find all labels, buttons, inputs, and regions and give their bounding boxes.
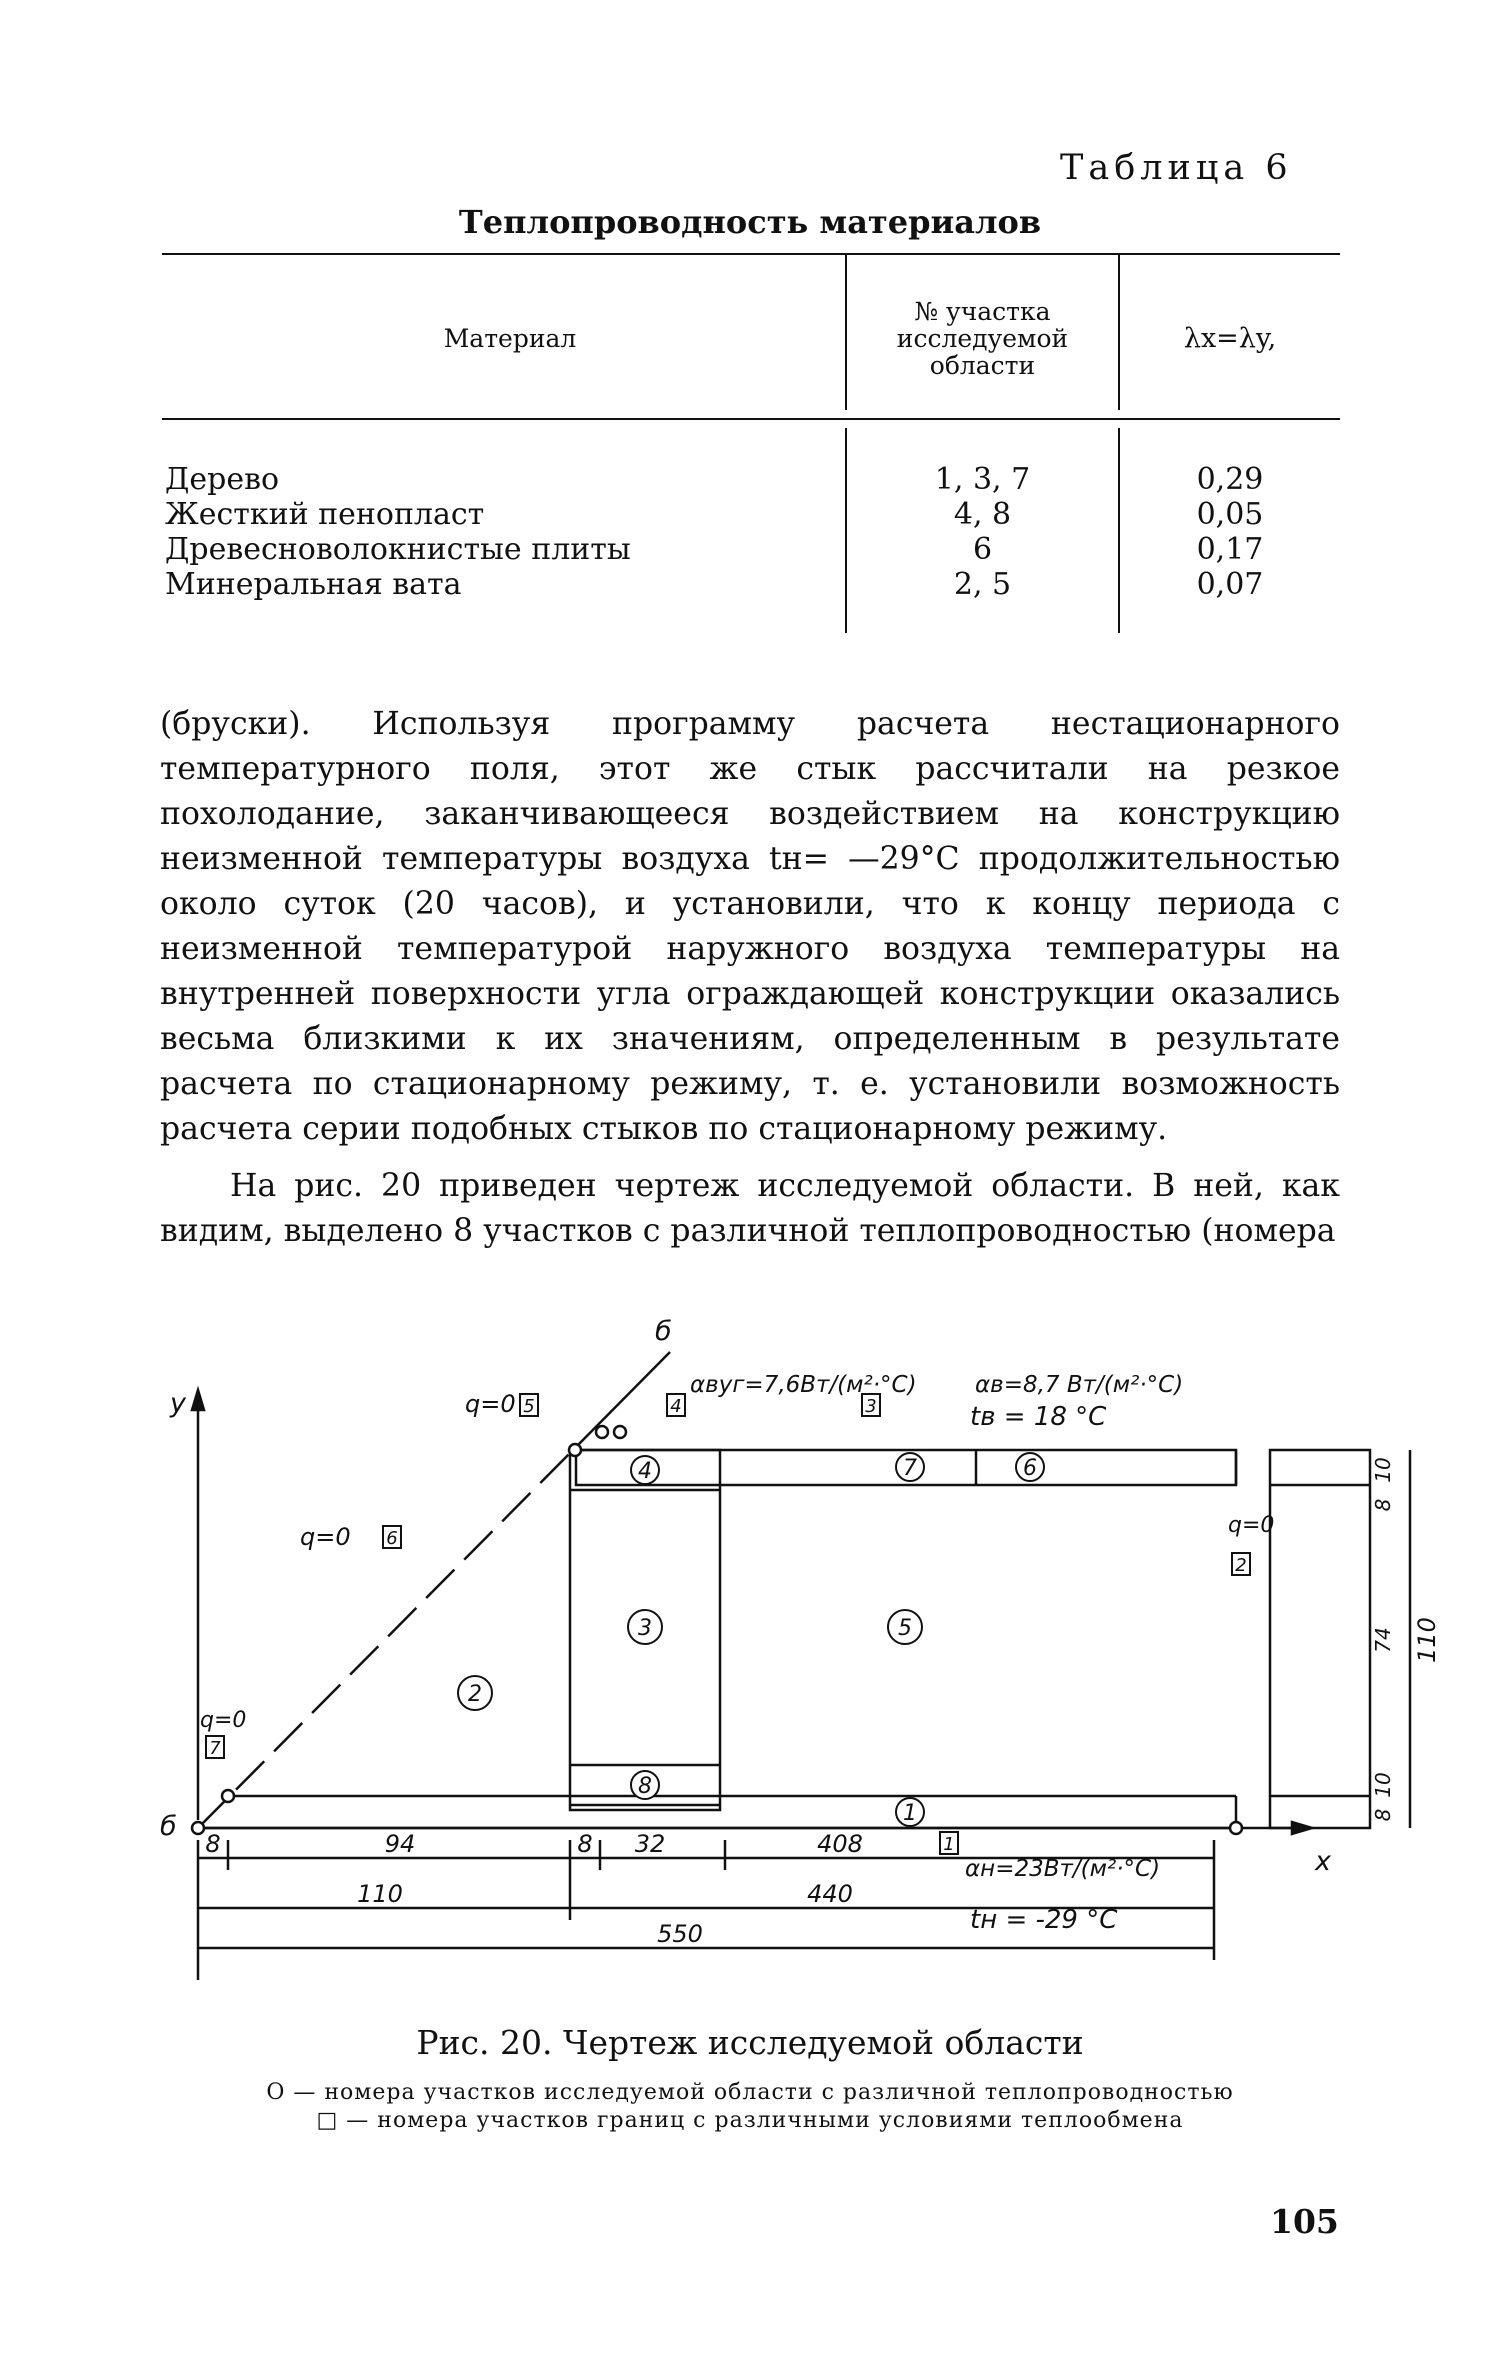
alpha-n-label: αн=23Вт/(м²·°С)	[965, 1856, 1161, 1882]
region-label: 3	[638, 1616, 652, 1641]
table-cell-value: 0,29	[1196, 462, 1264, 497]
table-top-rule	[162, 253, 1340, 255]
table-cell-sections: 4, 8	[953, 497, 1012, 532]
boundary-label: 7	[209, 1738, 221, 1759]
q0-label: q=0	[465, 1390, 516, 1418]
legend-circle: О — номера участков исследуемой области с различной теплопроводностью	[266, 2080, 1234, 2105]
dim-label: 10	[1371, 1772, 1395, 1798]
table-header-section: № участка исследуемой области	[896, 297, 1069, 380]
region-label: 2	[468, 1682, 482, 1707]
region-label: 6	[1023, 1456, 1037, 1481]
table-header-rule	[162, 418, 1340, 420]
boundary-label: 6	[386, 1528, 398, 1549]
figure-caption: Рис. 20. Чертеж исследуемой области	[416, 2023, 1084, 2062]
t-v-label: tв = 18 °С	[970, 1402, 1107, 1432]
q0-label: q=0	[1228, 1513, 1275, 1538]
q0-label: q=0	[300, 1523, 351, 1551]
region-label: 1	[903, 1801, 917, 1826]
boundary-label: 3	[865, 1396, 877, 1417]
table-header-lambda: λx=λy,	[1183, 323, 1277, 354]
boundary-label: 1	[943, 1834, 955, 1855]
q0-label: q=0	[200, 1708, 247, 1733]
axis-y-label: y	[170, 1388, 186, 1419]
dim-label: 8	[205, 1830, 221, 1858]
table-cell-sections: 6	[972, 532, 993, 567]
boundary-label: 2	[1235, 1555, 1247, 1576]
region-label: 5	[898, 1616, 912, 1641]
region-label: 4	[638, 1459, 652, 1484]
page-number: 105	[1270, 2202, 1339, 2241]
dim-label: 10	[1371, 1457, 1395, 1483]
region-label: 8	[638, 1774, 652, 1799]
table-col-divider	[845, 428, 847, 633]
dim-label: 550	[657, 1920, 703, 1948]
dim-label: 110	[1413, 1617, 1441, 1663]
right-section	[1270, 1450, 1370, 1828]
figure-drawing	[150, 1300, 1441, 2000]
table-header-material: Материал	[443, 324, 577, 353]
alpha-v-label: αв=8,7 Вт/(м²·°С)	[975, 1372, 1184, 1398]
table-cell-material: Минеральная вата	[165, 567, 462, 602]
dim-label: 32	[634, 1830, 666, 1858]
label-b-top: б	[655, 1316, 672, 1347]
dim-label: 8	[1371, 1808, 1395, 1822]
table-col-divider	[845, 255, 847, 410]
table-title: Теплопроводность материалов	[458, 203, 1042, 241]
label-b-bottom: б	[160, 1811, 177, 1842]
table-cell-material: Древесноволокнистые плиты	[165, 532, 631, 567]
boundary-label: 4	[670, 1396, 682, 1417]
table-label: Таблица 6	[1060, 148, 1293, 188]
diagonal-boundary	[198, 1448, 575, 1828]
dim-label: 110	[357, 1880, 403, 1908]
dim-label: 74	[1371, 1627, 1395, 1653]
legend-square: □ — номера участков границ с различными условиями теплообмена	[316, 2108, 1184, 2133]
y-axis-arrow	[192, 1390, 204, 1410]
table-cell-material: Жесткий пенопласт	[165, 497, 485, 532]
body-text	[160, 702, 1340, 1254]
dim-label: 440	[807, 1880, 853, 1908]
table-cell-value: 0,17	[1196, 532, 1264, 567]
table-cell-value: 0,05	[1196, 497, 1264, 532]
t-n-label: tн = -29 °С	[970, 1905, 1118, 1935]
boundary-label: 5	[523, 1396, 535, 1417]
dim-label: 94	[384, 1830, 416, 1858]
dim-label: 408	[817, 1830, 863, 1858]
table-cell-material: Дерево	[165, 462, 280, 497]
alpha-vug-label: αвуг=7,6Вт/(м²·°С)	[690, 1372, 917, 1398]
region-label: 7	[903, 1456, 917, 1481]
paragraph: (бруски). Используя программу расчета нестационарного температурного поля, этот же стык рассчитали на резкое похолодание, заканчивающееся воздействием на конструкцию неизменной температуры воздуха tн= —29°С продолжительностью около суток (20 часов), и установили, что к концу периода с неизменной температурой наружного воздуха температуры на внутренней поверхности угла ограждающей конструкции оказались весьма близкими к их значениям, определенным в результате расчета по стационарному режиму, т. е. установили возможность расчета серии подобных стыков по стационарному режиму.	[160, 706, 1340, 1147]
dim-label: 8	[577, 1830, 593, 1858]
table-cell-sections: 1, 3, 7	[934, 462, 1031, 497]
axis-x-label: x	[1315, 1846, 1331, 1877]
table-cell-value: 0,07	[1196, 567, 1264, 602]
table-cell-sections: 2, 5	[953, 567, 1012, 602]
dim-label: 8	[1371, 1498, 1395, 1512]
paragraph: На рис. 20 приведен чертеж исследуемой области. В ней, как видим, выделено 8 участков с различной теплопроводностью (номера	[160, 1168, 1340, 1249]
